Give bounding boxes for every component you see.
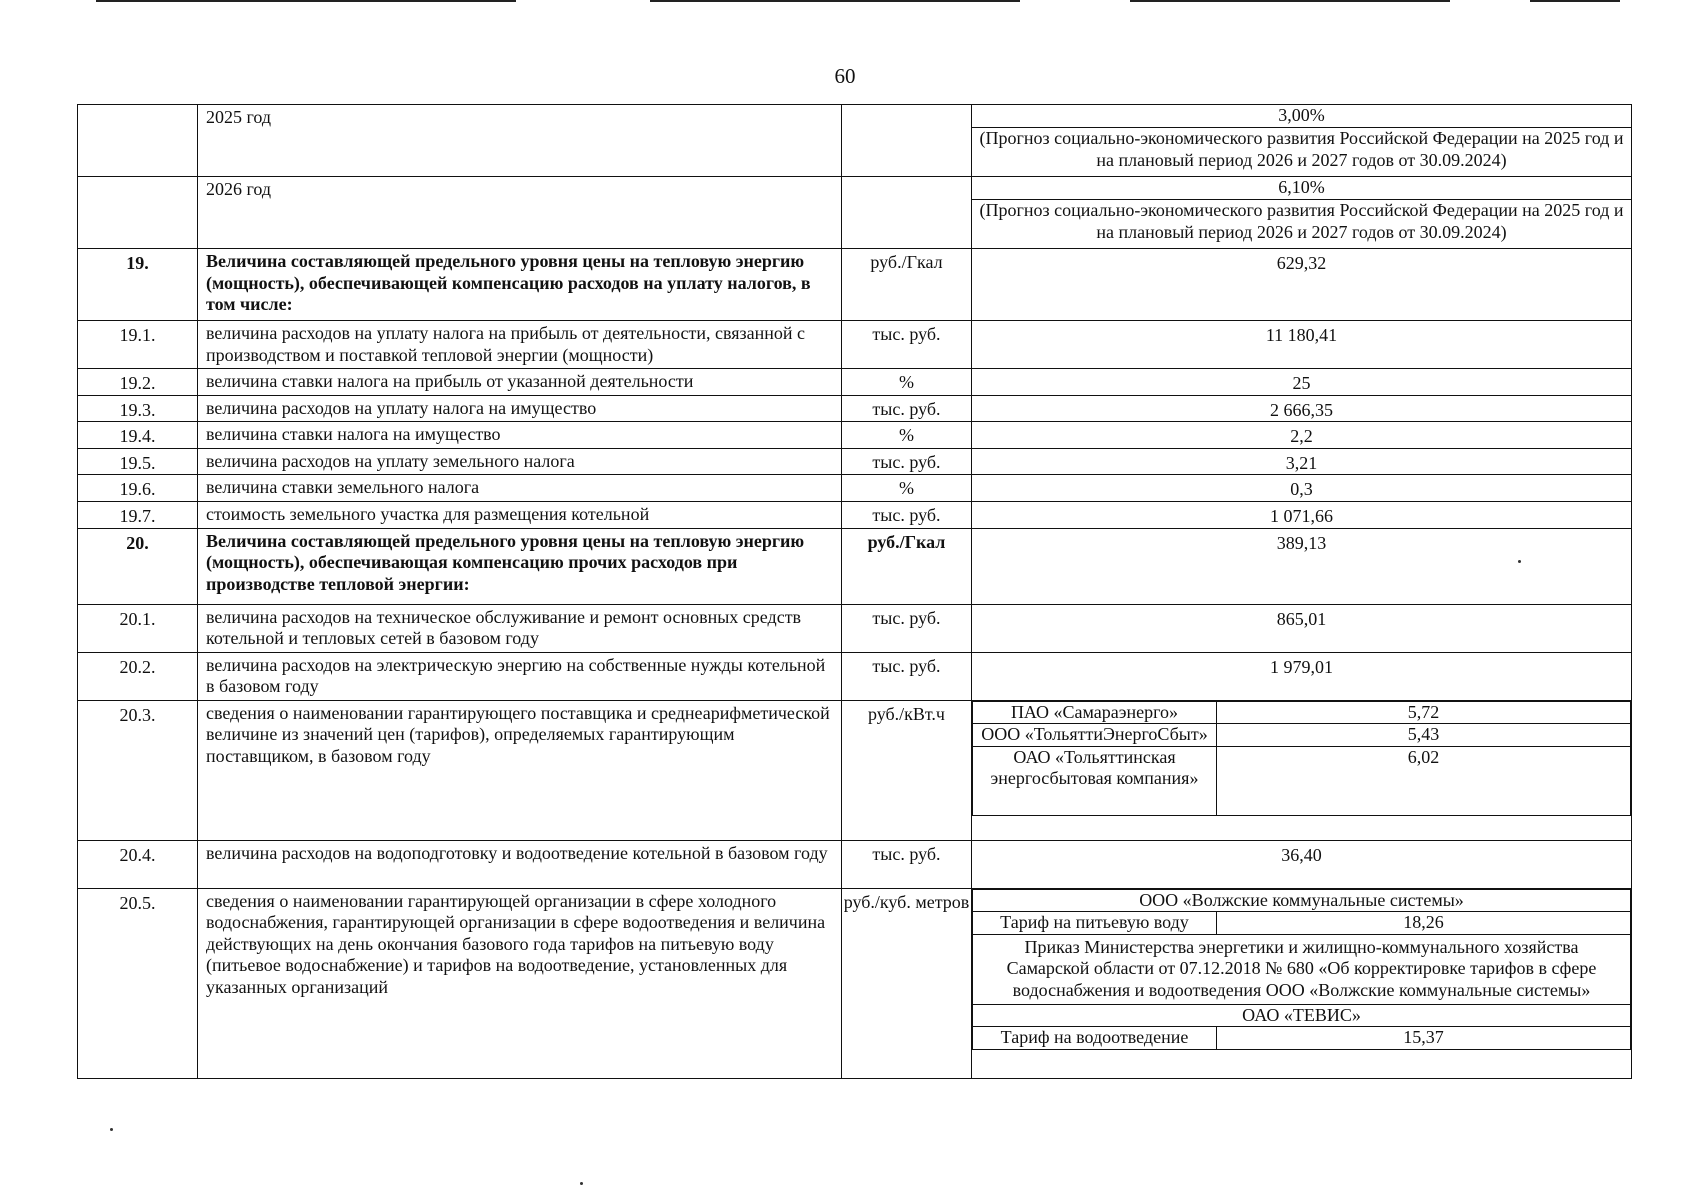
table-row xyxy=(78,369,1632,396)
table-row xyxy=(78,652,1632,700)
row-description: 2025 год xyxy=(198,105,842,177)
row-unit: % xyxy=(842,422,972,449)
scan-speck xyxy=(110,1128,113,1131)
row-description: величина ставки налога на имущество xyxy=(198,422,842,449)
row-unit: тыс. руб. xyxy=(842,395,972,422)
table-row xyxy=(78,249,1632,321)
row-number: 20.4. xyxy=(78,840,198,888)
supplier-price: 5,72 xyxy=(1217,701,1631,724)
top-edge-marks xyxy=(0,0,1690,4)
row-unit: тыс. руб. xyxy=(842,448,972,475)
row-value: 36,40 xyxy=(972,840,1632,888)
tariff-table xyxy=(77,104,1632,1079)
row-number: 20.5. xyxy=(78,888,198,1078)
row-value: 389,13 xyxy=(972,528,1632,604)
row-unit: тыс. руб. xyxy=(842,501,972,528)
row-number: 19.5. xyxy=(78,448,198,475)
row-number: 19.3. xyxy=(78,395,198,422)
row-number: 20.3. xyxy=(78,700,198,840)
row-value: 629,32 xyxy=(972,249,1632,321)
supplier-name: ООО «ТольяттиЭнергоСбыт» xyxy=(973,724,1217,747)
row-unit: тыс. руб. xyxy=(842,840,972,888)
supplier-row xyxy=(973,746,1631,815)
table-row xyxy=(78,105,1632,177)
row-value: 865,01 xyxy=(972,604,1632,652)
row-description: величина расходов на техническое обслуживание и ремонт основных средств котельной и тепловых сетей в базовом году xyxy=(198,604,842,652)
row-unit: руб./Гкал xyxy=(842,249,972,321)
table-row xyxy=(78,840,1632,888)
order-reference: Приказ Министерства энергетики и жилищно-коммунального хозяйства Самарской области от 07.12.2018 № 680 «Об корректировке тарифов в сфере водоснабжения и водоотведения ООО «Волжские коммунальные системы» xyxy=(973,934,1631,1004)
sewage-org-name: ОАО «ТЕВИС» xyxy=(973,1004,1631,1027)
row-description: величина расходов на уплату налога на прибыль от деятельности, связанной с производством и поставкой тепловой энергии (мощности) xyxy=(198,321,842,369)
table-row xyxy=(78,475,1632,502)
water-tariff-table xyxy=(972,889,1631,1050)
table-row xyxy=(78,321,1632,369)
table-row xyxy=(78,604,1632,652)
row-value: 11 180,41 xyxy=(972,321,1632,369)
row-value: 25 xyxy=(972,369,1632,396)
row-unit: тыс. руб. xyxy=(842,321,972,369)
table-row xyxy=(78,448,1632,475)
row-description: Величина составляющей предельного уровня цены на тепловую энергию (мощность), обеспечивающая компенсацию прочих расходов при производстве тепловой энергии: xyxy=(198,528,842,604)
row-number: 20. xyxy=(78,528,198,604)
supplier-price: 5,43 xyxy=(1217,724,1631,747)
row-description: величина расходов на электрическую энергию на собственные нужды котельной в базовом году xyxy=(198,652,842,700)
row-number: 20.1. xyxy=(78,604,198,652)
scan-speck xyxy=(1518,560,1521,563)
row-unit: % xyxy=(842,369,972,396)
row-description: величина ставки налога на прибыль от указанной деятельности xyxy=(198,369,842,396)
water-org-name: ООО «Волжские коммунальные системы» xyxy=(973,889,1631,912)
row-unit: % xyxy=(842,475,972,502)
scan-speck xyxy=(580,1182,583,1185)
supplier-table xyxy=(972,701,1631,816)
table-row xyxy=(78,528,1632,604)
row-description: сведения о наименовании гарантирующей организации в сфере холодного водоснабжения, гарантирующей организации в сфере водоотведения и величина действующих на день окончания базового года тарифов на питьевую воду (питьевое водоснабжение) и тарифов на водоотведение, установленных для указанных организаций xyxy=(198,888,842,1078)
row-number: 19.4. xyxy=(78,422,198,449)
row-description: 2026 год xyxy=(198,177,842,249)
row-unit: руб./куб. метров xyxy=(842,888,972,1078)
row-unit: тыс. руб. xyxy=(842,652,972,700)
row-value: 3,00% xyxy=(972,105,1631,128)
table-row xyxy=(78,395,1632,422)
row-value: 1 071,66 xyxy=(972,501,1632,528)
row-number: 19.1. xyxy=(78,321,198,369)
row-description: сведения о наименовании гарантирующего поставщика и среднеарифметической величине из значений цен (тарифов), определяемых гарантирующим поставщиком, в базовом году xyxy=(198,700,842,840)
table-row xyxy=(78,700,1632,840)
row-description: величина ставки земельного налога xyxy=(198,475,842,502)
supplier-name: ОАО «Тольяттинская энергосбытовая компания» xyxy=(973,746,1217,815)
row-description: величина расходов на уплату земельного налога xyxy=(198,448,842,475)
row-unit: руб./кВт.ч xyxy=(842,700,972,840)
row-unit: руб./Гкал xyxy=(842,528,972,604)
table-row xyxy=(78,177,1632,249)
row-unit: тыс. руб. xyxy=(842,604,972,652)
tariff-value: 15,37 xyxy=(1217,1027,1631,1050)
page-number: 60 xyxy=(834,64,856,88)
row-number: 19. xyxy=(78,249,198,321)
row-description: Величина составляющей предельного уровня цены на тепловую энергию (мощность), обеспечивающей компенсацию расходов на уплату налогов, в том числе: xyxy=(198,249,842,321)
supplier-row xyxy=(973,724,1631,747)
supplier-name: ПАО «Самараэнерго» xyxy=(973,701,1217,724)
row-value: 2 666,35 xyxy=(972,395,1632,422)
supplier-price: 6,02 xyxy=(1217,746,1631,815)
row-number: 19.7. xyxy=(78,501,198,528)
row-value: 0,3 xyxy=(972,475,1632,502)
row-description: величина расходов на водоподготовку и водоотведение котельной в базовом году xyxy=(198,840,842,888)
table-row xyxy=(78,501,1632,528)
tariff-value: 18,26 xyxy=(1217,912,1631,935)
row-description: величина расходов на уплату налога на имущество xyxy=(198,395,842,422)
forecast-source: (Прогноз социально-экономического развития Российской Федерации на 2025 год и на плановый период 2026 и 2027 годов от 30.09.2024) xyxy=(979,200,1624,242)
row-value: 1 979,01 xyxy=(972,652,1632,700)
table-row xyxy=(78,888,1632,1078)
row-number: 19.6. xyxy=(78,475,198,502)
row-number: 19.2. xyxy=(78,369,198,396)
row-value: 6,10% xyxy=(972,177,1631,200)
row-value: 2,2 xyxy=(972,422,1632,449)
row-number: 20.2. xyxy=(78,652,198,700)
row-value: 3,21 xyxy=(972,448,1632,475)
supplier-row xyxy=(973,701,1631,724)
forecast-source: (Прогноз социально-экономического развития Российской Федерации на 2025 год и на плановый период 2026 и 2027 годов от 30.09.2024) xyxy=(979,128,1624,170)
table-row xyxy=(78,422,1632,449)
tariff-label: Тариф на питьевую воду xyxy=(973,912,1217,935)
row-description: стоимость земельного участка для размещения котельной xyxy=(198,501,842,528)
tariff-label: Тариф на водоотведение xyxy=(973,1027,1217,1050)
